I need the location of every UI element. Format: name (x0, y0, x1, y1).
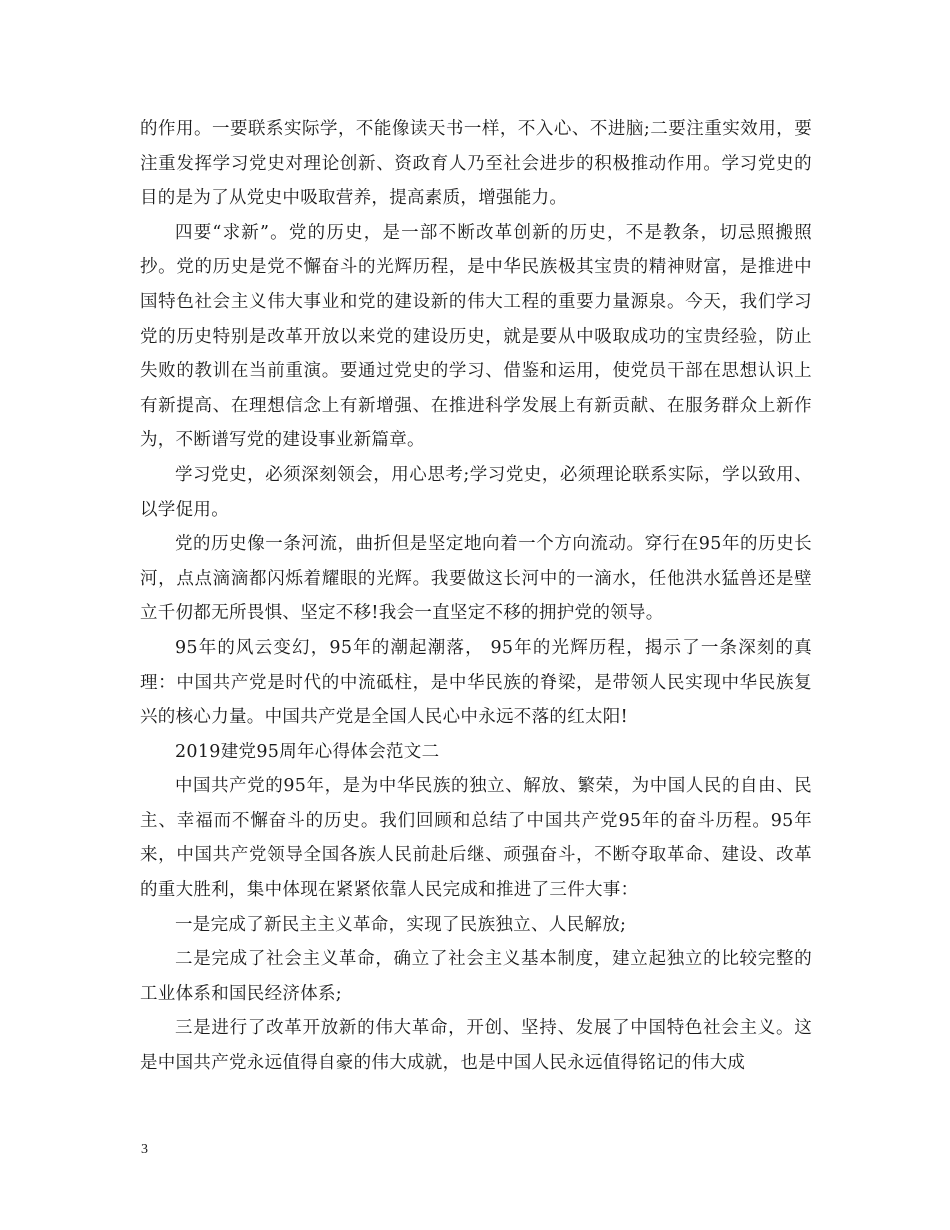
paragraph: 学习党史，必须深刻领会，用心思考;学习党史，必须理论联系实际，学以致用、以学促用。 (140, 464, 812, 520)
page-number: 3 (141, 1142, 148, 1157)
paragraph: 的作用。一要联系实际学，不能像读天书一样，不入心、不进脑;二要注重实效用，要注重发挥学习党史对理论创新、资政育人乃至社会进步的积极推动作用。学习党史的目的是为了从党史中吸取营养，提高素质，增强能力。 (140, 119, 812, 209)
section-heading: 2019建党95周年心得体会范文二 (175, 741, 440, 762)
document-body (140, 112, 812, 1081)
list-paragraph: 二是完成了社会主义革命，确立了社会主义基本制度，建立起独立的比较完整的工业体系和国民经济体系; (140, 949, 812, 1004)
paragraph: 中国共产党的95年，是为中华民族的独立、解放、繁荣，为中国人民的自由、民主、幸福而不懈奋斗的历史。我们回顾和总结了中国共产党95年的奋斗历程。95年来，中国共产党领导全国各族人民前赴后继、顽强奋斗，不断夺取革命、建设、改革的重大胜利，集中体现在紧紧依靠人民完成和推进了三件大事： (140, 776, 812, 901)
list-paragraph: 一是完成了新民主主义革命，实现了民族独立、人民解放; (175, 914, 627, 935)
list-paragraph: 三是进行了改革开放新的伟大革命，开创、坚持、发展了中国特色社会主义。这是中国共产党永远值得自豪的伟大成就，也是中国人民永远值得铭记的伟大成 (140, 1018, 812, 1074)
paragraph: 95年的风云变幻，95年的潮起潮落， 95年的光辉历程，揭示了一条深刻的真理：中国共产党是时代的中流砥柱，是中华民族的脊梁，是带领人民实现中华民族复兴的核心力量。中国共产党是全国人民心中永远不落的红太阳! (140, 637, 812, 728)
paragraph: 党的历史像一条河流，曲折但是坚定地向着一个方向流动。穿行在95年的历史长河，点点滴滴都闪烁着耀眼的光辉。我要做这长河中的一滴水，任他洪水猛兽还是壁立千仞都无所畏惧、坚定不移!我会一直坚定不移的拥护党的领导。 (140, 534, 812, 624)
paragraph: 四要“求新”。党的历史，是一部不断改革创新的历史，不是教条，切忌照搬照抄。党的历史是党不懈奋斗的光辉历程，是中华民族极其宝贵的精神财富，是推进中国特色社会主义伟大事业和党的建设新的伟大工程的重要力量源泉。今天，我们学习党的历史特别是改革开放以来党的建设历史，就是要从中吸取成功的宝贵经验，防止失败的教训在当前重演。要通过党史的学习、借鉴和运用，使党员干部在思想认识上有新提高、在理想信念上有新增强、在推进科学发展上有新贡献、在服务群众上新作为，不断谱写党的建设事业新篇章。 (140, 222, 812, 451)
